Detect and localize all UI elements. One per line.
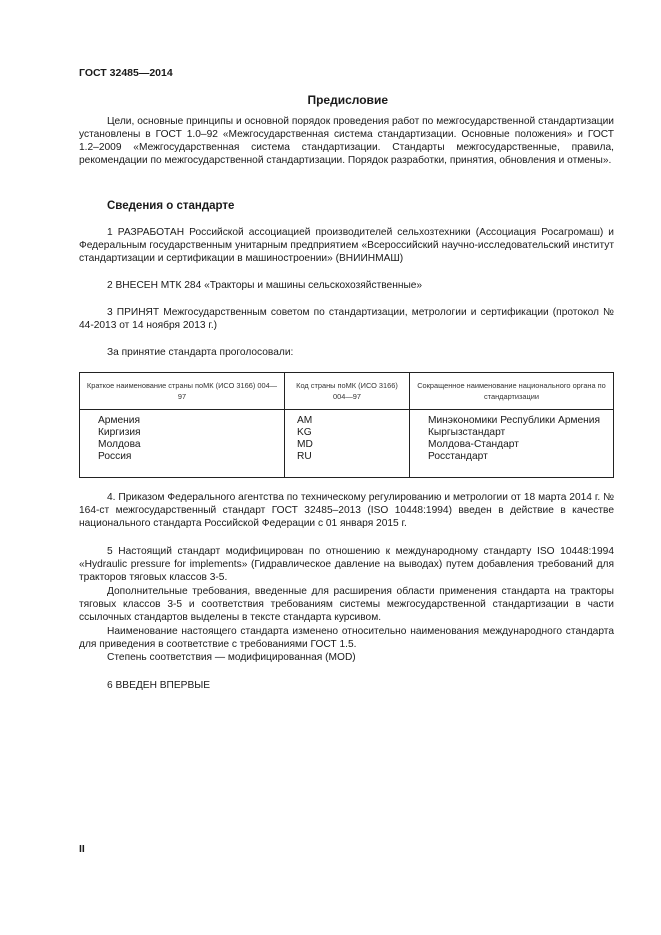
- item-5-additional-requirements: Дополнительные требования, введенные для расширения области применения стандарта на тракторы тяговых классов 3-5 и соответствия требованиям системы межгосударственной стандартизации в части ссылочных стандартов выделены в тексте стандарта курсивом.: [79, 586, 614, 624]
- voting-table: [79, 372, 614, 478]
- item-1-developed: 1 РАЗРАБОТАН Российской ассоциацией производителей сельхозтехники (Ассоциация Росагромаш) и Федеральным государственным унитарным предприятием «Всероссийский научно-исследовательский институт стандартизации и сертификации в машиностроении» (ВНИИНМАШ): [79, 227, 614, 265]
- section-heading: Сведения о стандарте: [107, 200, 235, 212]
- country-code: RU: [297, 451, 312, 462]
- country-name: Россия: [98, 451, 132, 462]
- item-5-degree: Степень соответствия — модифицированная (MOD): [107, 652, 356, 663]
- country-name: Молдова: [98, 439, 141, 450]
- item-5-modified: 5 Настоящий стандарт модифицирован по отношению к международному стандарту ISO 10448:1994 «Hydraulic pressure for implements» (Гидравлическое давление на выводах) путем добавления требований для тракторов тяговых классов 3-5.: [79, 546, 614, 584]
- country-code: MD: [297, 439, 313, 450]
- organ-name: Кыргызстандарт: [428, 427, 506, 438]
- document-id-header: ГОСТ 32485—2014: [79, 67, 173, 79]
- table-header-organ: Сокращенное наименование национального органа по стандартизации: [410, 373, 614, 410]
- preface-title-text: Предисловие: [307, 93, 388, 107]
- country-cell: [80, 410, 285, 478]
- code-cell: [285, 410, 410, 478]
- organ-cell: [410, 410, 614, 478]
- country-code: AM: [297, 415, 313, 426]
- preface-paragraph: Цели, основные принципы и основной порядок проведения работ по межгосударственной стандартизации установлены в ГОСТ 1.0–92 «Межгосударственная система стандартизации. Основные положения» и ГОСТ 1.2–2009 «Межгосударственная система стандартизации. Стандарты межгосударственные, правила, рекомендации по межгосударственной стандартизации. Порядок разработки, принятия, обновления и отмены».: [79, 116, 614, 167]
- country-code: KG: [297, 427, 312, 438]
- page-number: II: [79, 843, 85, 855]
- item-4-order: 4. Приказом Федерального агентства по техническому регулированию и метрологии от 18 марта 2014 г. № 164-ст межгосударственный стандарт ГОСТ 32485–2013 (ISO 10448:1994) введен в действие в качестве национального стандарта Российской Федерации с 01 января 2015 г.: [79, 492, 614, 530]
- preface-title: [79, 93, 582, 107]
- organ-name: Росстандарт: [428, 451, 488, 462]
- table-header-row: [80, 373, 614, 410]
- item-6-first-introduced: 6 ВВЕДЕН ВПЕРВЫЕ: [107, 680, 211, 691]
- table-header-country: Краткое наименование страны поМК (ИСО 3166) 004—97: [80, 373, 285, 410]
- item-5-title-change: Наименование настоящего стандарта изменено относительно наименования международного стандарта для приведения в соответствие с требованиями ГОСТ 1.5.: [79, 626, 614, 651]
- item-3-adopted: 3 ПРИНЯТ Межгосударственным советом по стандартизации, метрологии и сертификации (протокол № 44-2013 от 14 ноября 2013 г.): [79, 307, 614, 332]
- country-name: Армения: [98, 415, 140, 426]
- organ-name: Молдова-Стандарт: [428, 439, 519, 450]
- country-name: Киргизия: [98, 427, 141, 438]
- table-body-row: [80, 410, 614, 478]
- organ-name: Минэкономики Республики Армения: [428, 415, 600, 426]
- table-header-code: Код страны поМК (ИСО 3166) 004—97: [285, 373, 410, 410]
- vote-intro: За принятие стандарта проголосовали:: [107, 347, 294, 358]
- item-2-introduced: 2 ВНЕСЕН МТК 284 «Тракторы и машины сельскохозяйственные»: [107, 280, 423, 291]
